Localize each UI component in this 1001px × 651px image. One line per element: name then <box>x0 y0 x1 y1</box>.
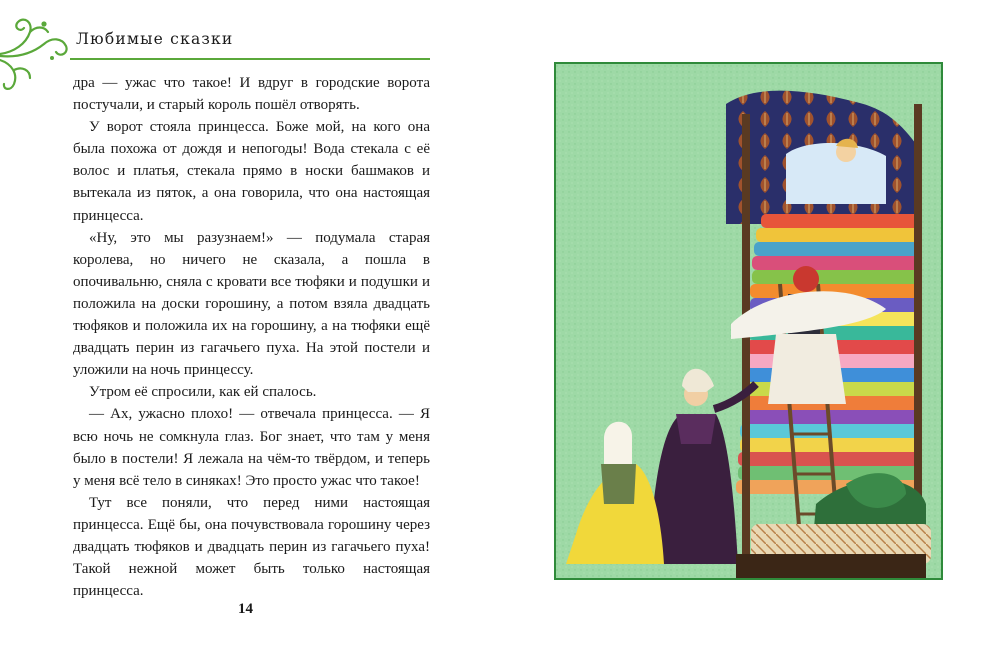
paragraph: дра — ужас что такое! И вдруг в городские ворота постучали, и старый король пошёл отворять. <box>73 75 430 114</box>
illustration-princess-and-pea <box>554 62 943 580</box>
swirl-ornament-icon <box>0 8 72 94</box>
paragraph: Утром её спросили, как ей спалось. <box>89 384 317 401</box>
paragraph: — Ах, ужасно плохо! — отвечала принцесса. — Я всю ночь не сомкнула глаз. Бог знает, что там у меня было в постели! Я лежала на чём-то твёрдом, и теперь у меня всё тело в синяках! Это просто ужас что такое! <box>73 406 430 489</box>
paragraph: «Ну, это мы разузнаем!» — подумала старая королева, но ничего не сказала, а пошла в опочивальню, сняла с кровати все тюфяки и подушки и положила на доски горошину, а потом взяла двадцать тюфяков и положила их на горошину, а на тюфяки ещё двадцать перин из гагачьего пуха. На этой постели и уложили на ночь принцессу. <box>73 229 430 379</box>
body-text <box>73 72 430 602</box>
paragraph: У ворот стояла принцесса. Боже мой, на кого она была похожа от дождя и непогоды! Вода стекала с её волос и платья, стекала прямо в носки башмаков и вытекала из пяток, а она говорила, что она настоящая принцесса. <box>73 119 430 224</box>
illustration-art <box>556 64 941 578</box>
header-rule <box>70 58 430 60</box>
left-page <box>0 0 500 651</box>
running-header: Любимые сказки <box>76 30 234 48</box>
paragraph: Тут все поняли, что перед ними настоящая принцесса. Ещё бы, она почувствовала горошину через двадцать тюфяков и двадцать перин из гагачьего пуха! Такой нежной может быть только настоящая принцесса. <box>73 494 430 600</box>
page-number: 14 <box>238 601 253 617</box>
